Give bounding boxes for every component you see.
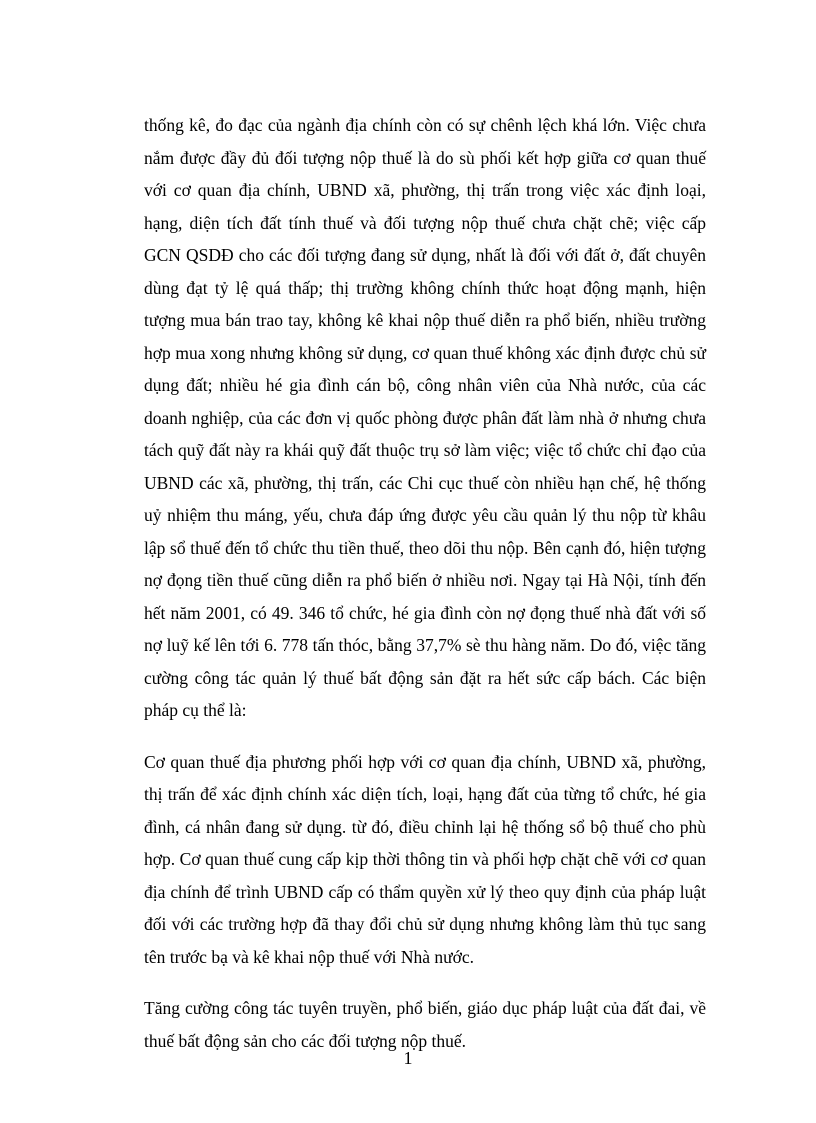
document-body bbox=[144, 109, 706, 1076]
paragraph-1: thống kê, đo đạc của ngành địa chính còn có sự chênh lệch khá lớn. Việc chưa nắm được đầy đủ đối tượng nộp thuế là do sù phối kết hợp giữa cơ quan thuế với cơ quan địa chính, UBND xã, phường, thị trấn trong việc xác định loại, hạng, diện tích đất tính thuế và đối tượng nộp thuế chưa chặt chẽ; việc cấp GCN QSDĐ cho các đối tượng đang sử dụng, nhất là đối với đất ở, đất chuyên dùng đạt tỷ lệ quá thấp; thị trường không chính thức hoạt động mạnh, hiện tượng mua bán trao tay, không kê khai nộp thuế diễn ra phổ biến, nhiều trường hợp mua xong nhưng không sử dụng, cơ quan thuế không xác định được chủ sử dụng đất; nhiều hé gia đình cán bộ, công nhân viên của Nhà nước, của các doanh nghiệp, của các đơn vị quốc phòng được phân đất làm nhà ở nhưng chưa tách quỹ đất này ra khái quỹ đất thuộc trụ sở làm việc; việc tổ chức chỉ đạo của UBND các xã, phường, thị trấn, các Chi cục thuế còn nhiều hạn chế, hệ thống uỷ nhiệm thu máng, yếu, chưa đáp ứng được yêu cầu quản lý thu nộp từ khâu lập sổ thuế đến tổ chức thu tiền thuế, theo dõi thu nộp. Bên cạnh đó, hiện tượng nợ đọng tiền thuế cũng diễn ra phổ biến ở nhiều nơi. Ngay tại Hà Nội, tính đến hết năm 2001, có 49. 346 tổ chức, hé gia đình còn nợ đọng thuế nhà đất với số nợ luỹ kế lên tới 6. 778 tấn thóc, bằng 37,7% sè thu hàng năm. Do đó, việc tăng cường công tác quản lý thuế bất động sản đặt ra hết sức cấp bách. Các biện pháp cụ thể là: bbox=[144, 115, 706, 720]
paragraph-3: Tăng cường công tác tuyên truyền, phổ biến, giáo dục pháp luật của đất đai, về thuế bất động sản cho các đối tượng nộp thuế. bbox=[144, 998, 706, 1051]
page-number: 1 bbox=[403, 1048, 413, 1068]
paragraph-2: Cơ quan thuế địa phương phối hợp với cơ quan địa chính, UBND xã, phường, thị trấn để xác định chính xác diện tích, loại, hạng đất của từng tổ chức, hé gia đình, cá nhân đang sử dụng. từ đó, điều chỉnh lại hệ thống sổ bộ thuế cho phù hợp. Cơ quan thuế cung cấp kịp thời thông tin và phối hợp chặt chẽ với cơ quan địa chính để trình UBND cấp có thẩm quyền xử lý theo quy định của pháp luật đối với các trường hợp đã thay đổi chủ sử dụng nhưng không làm thủ tục sang tên trước bạ và kê khai nộp thuế với Nhà nước. bbox=[144, 751, 706, 967]
